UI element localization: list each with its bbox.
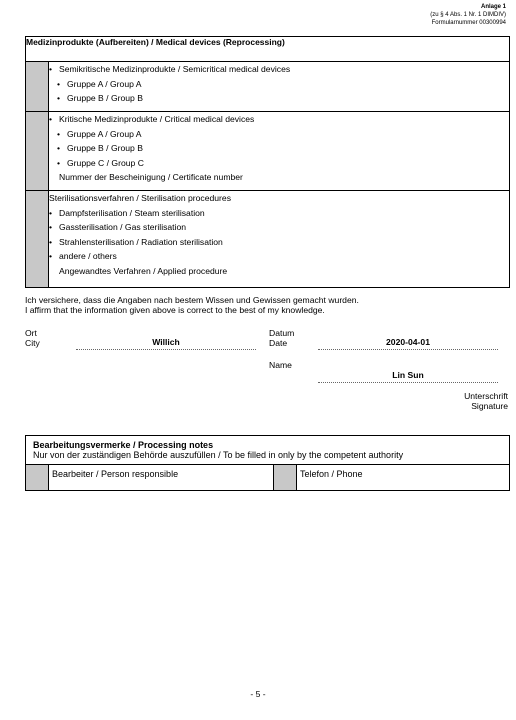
steam-sterilisation: Dampfsterilisation / Steam sterilisation <box>59 207 205 218</box>
applied-procedure-label: Angewandtes Verfahren / Applied procedure <box>59 265 228 276</box>
person-responsible-field[interactable]: Bearbeiter / Person responsible <box>49 465 274 491</box>
sterilisation-block: Sterilisationsverfahren / Sterilisation procedures • Dampfsterilisation / Steam sterilisation • Gassterilisation / Gas sterilisation • Strahlensterilisation / Radiation sterilisation • andere / others Angewandtes Verfahren / Applied procedure <box>49 191 510 288</box>
page-number: - 5 - <box>250 689 266 699</box>
semicritical-group-b: Gruppe B / Group B <box>67 93 143 103</box>
processing-title: Bearbeitungsvermerke / Processing notes <box>33 440 214 450</box>
form-header <box>430 3 506 27</box>
date-field-line <box>318 349 498 350</box>
affirmation <box>25 295 359 315</box>
checkbox-critical[interactable] <box>26 112 49 191</box>
name-label: Name <box>269 360 292 370</box>
date-value[interactable]: 2020-04-01 <box>386 337 430 347</box>
city-field-line <box>76 349 256 350</box>
semicritical-label: Semikritische Medizinprodukte / Semicritical medical devices <box>59 64 291 74</box>
city-value[interactable]: Willich <box>152 337 180 347</box>
critical-label: Kritische Medizinprodukte / Critical medical devices <box>59 114 255 124</box>
phone-marker <box>274 465 297 491</box>
phone-field[interactable]: Telefon / Phone <box>297 465 510 491</box>
critical-group-c: Gruppe C / Group C <box>67 157 144 168</box>
affirmation-de: Ich versichere, dass die Angaben nach bestem Wissen und Gewissen gemacht wurden. <box>25 295 359 305</box>
medical-devices-title: Medizinprodukte (Aufbereiten) / Medical devices (Reprocessing) <box>26 37 510 62</box>
critical-group-a: Gruppe A / Group A <box>67 128 142 139</box>
certificate-number-label: Nummer der Bescheinigung / Certificate number <box>59 172 243 182</box>
processing-header <box>26 436 510 465</box>
form-number: Formularnummer 00300994 <box>431 20 506 26</box>
name-field-line <box>318 382 498 383</box>
radiation-sterilisation: Strahlensterilisation / Radiation sterilisation <box>59 236 223 247</box>
other-sterilisation: andere / others <box>59 251 117 261</box>
affirmation-en: I affirm that the information given above is correct to the best of my knowledge. <box>25 305 325 315</box>
semicritical-block: • Semikritische Medizinprodukte / Semicritical medical devices • Gruppe A / Group A • Gruppe B / Group B <box>49 62 510 112</box>
annex-label: Anlage 1 <box>480 4 506 10</box>
gas-sterilisation: Gassterilisation / Gas sterilisation <box>59 222 187 232</box>
medical-devices-table <box>25 36 510 288</box>
name-value[interactable]: Lin Sun <box>392 370 424 380</box>
checkbox-sterilisation[interactable] <box>26 191 49 288</box>
person-responsible-marker <box>26 465 49 491</box>
sterilisation-label: Sterilisationsverfahren / Sterilisation procedures <box>49 193 231 203</box>
semicritical-group-a: Gruppe A / Group A <box>67 78 142 89</box>
annex-reference: (zu § 4 Abs. 1 Nr. 1 DIMDIV) <box>430 12 506 18</box>
processing-notes-table <box>25 435 510 491</box>
critical-block: • Kritische Medizinprodukte / Critical medical devices • Gruppe A / Group A • Gruppe B / Group B • Gruppe C / Group C Nummer der Bescheinigung / Certificate number <box>49 112 510 191</box>
processing-subtitle: Nur von der zuständigen Behörde auszufüllen / To be filled in only by the competent authority <box>33 450 404 460</box>
city-label: Ort City <box>25 328 40 348</box>
signature-label: Unterschrift Signature <box>464 391 508 411</box>
date-label: Datum Date <box>269 328 295 348</box>
checkbox-semicritical[interactable] <box>26 62 49 112</box>
critical-group-b: Gruppe B / Group B <box>67 143 143 153</box>
